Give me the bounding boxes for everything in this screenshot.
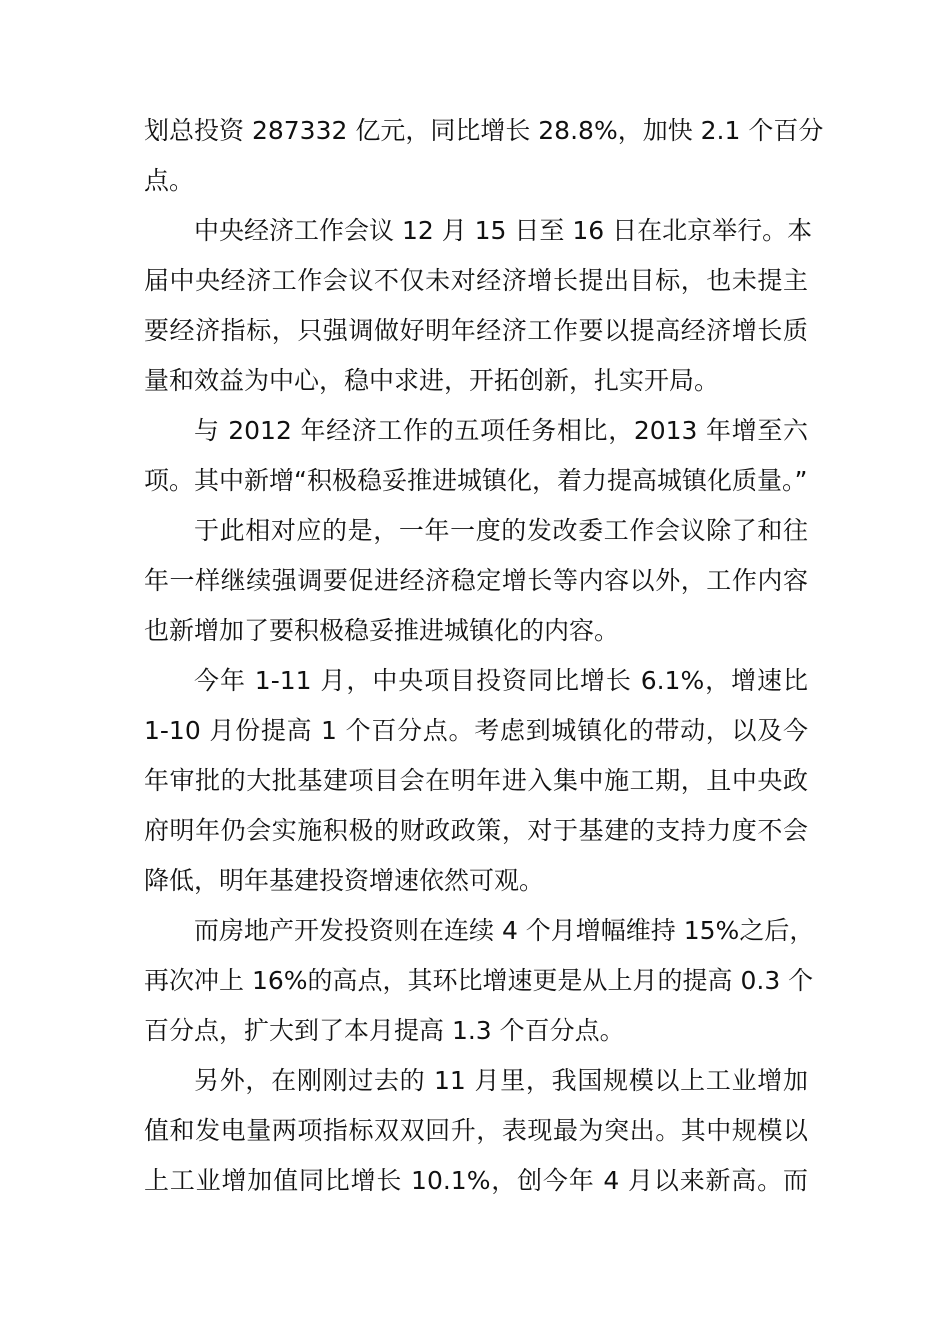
text-line: 百分点，扩大到了本月提高 1.3 个百分点。 [144,1016,625,1045]
text-line: 量和效益为中心，稳中求进，开拓创新，扎实开局。 [144,366,720,395]
text-line: 年审批的大批基建项目会在明年进入集中施工期，且中央政 [144,766,808,795]
paragraph-5 [144,656,808,906]
text-line: 届中央经济工作会议不仅未对经济增长提出目标，也未提主 [144,266,808,295]
text-line: 点。 [144,166,195,195]
text-line: 与 2012 年经济工作的五项任务相比，2013 年增至六 [194,416,808,445]
text-line: 要经济指标，只强调做好明年经济工作要以提高经济增长质 [144,316,808,345]
text-line: 而房地产开发投资则在连续 4 个月增幅维持 15%之后， [194,916,815,945]
text-line: 于此相对应的是，一年一度的发改委工作会议除了和往 [194,516,808,545]
text-line: 年一样继续强调要促进经济稳定增长等内容以外，工作内容 [144,566,808,595]
paragraph-4 [144,506,808,656]
text-line: 降低，明年基建投资增速依然可观。 [144,866,545,895]
paragraph-3 [144,406,808,506]
paragraph-6 [144,906,815,1056]
text-line: 项。其中新增“积极稳妥推进城镇化，着力提高城镇化质量。” [144,466,808,495]
text-line: 府明年仍会实施积极的财政政策，对于基建的支持力度不会 [144,816,808,845]
text-line: 中央经济工作会议 12 月 15 日至 16 日在北京举行。本 [194,216,813,245]
paragraph-1 [144,106,824,206]
text-line: 划总投资 287332 亿元，同比增长 28.8%，加快 2.1 个百分 [144,116,824,145]
text-line: 值和发电量两项指标双双回升，表现最为突出。其中规模以 [144,1116,808,1145]
text-line: 也新增加了要积极稳妥推进城镇化的内容。 [144,616,620,645]
paragraph-2 [144,206,813,406]
paragraph-7 [144,1056,808,1206]
text-line: 再次冲上 16%的高点，其环比增速更是从上月的提高 0.3 个 [144,966,814,995]
text-line: 1-10 月份提高 1 个百分点。考虑到城镇化的带动，以及今 [144,716,808,745]
document-body [144,106,824,1206]
text-line: 上工业增加值同比增长 10.1%，创今年 4 月以来新高。而 [144,1166,808,1195]
text-line: 今年 1-11 月，中央项目投资同比增长 6.1%，增速比 [194,666,808,695]
text-line: 另外，在刚刚过去的 11 月里，我国规模以上工业增加 [194,1066,808,1095]
